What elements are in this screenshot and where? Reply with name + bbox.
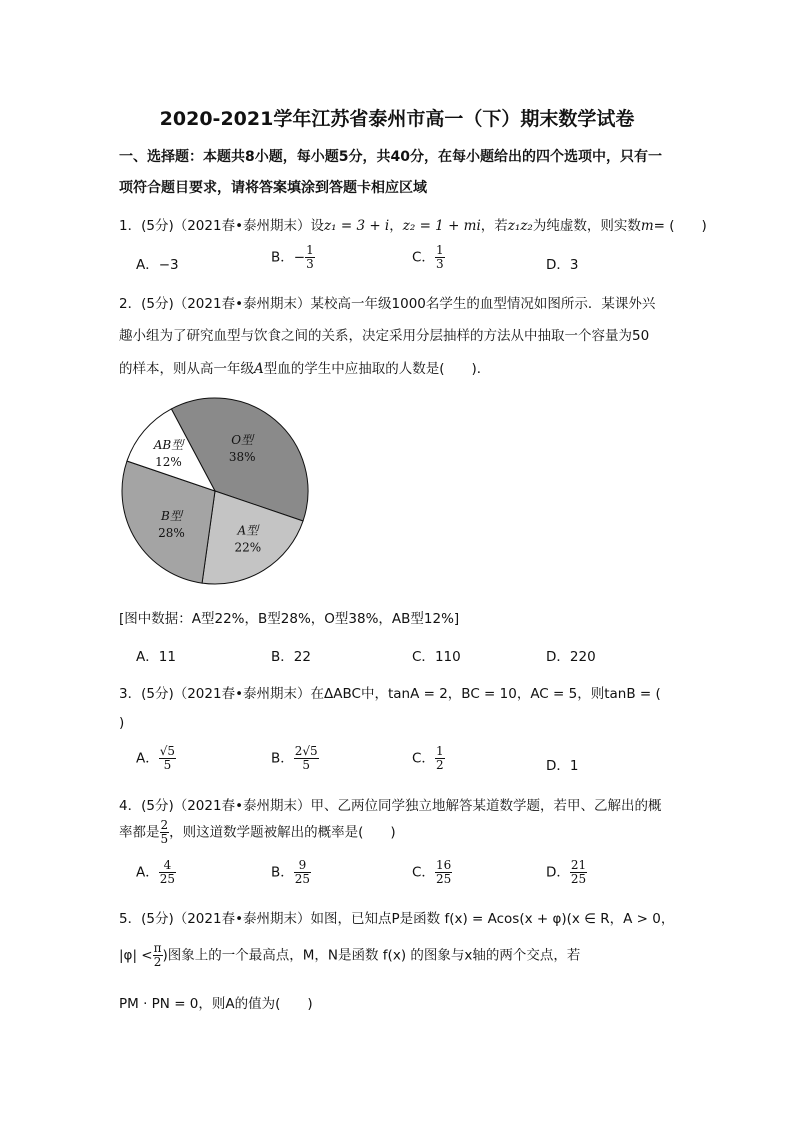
q3-option-d[interactable] — [546, 754, 579, 774]
option-value: 110 — [434, 649, 461, 665]
option-fraction — [294, 745, 319, 772]
option-label: C． — [412, 864, 435, 881]
fraction-numerator: 16 — [435, 858, 452, 872]
question-5-line2 — [119, 942, 580, 969]
q1-end: = ( ) — [653, 218, 707, 234]
fraction-denominator: 3 — [435, 257, 444, 271]
q4-fraction — [160, 819, 170, 846]
q3-option-b[interactable] — [271, 745, 319, 772]
option-value: 1 — [569, 758, 579, 774]
q1-option-b[interactable] — [271, 244, 315, 271]
section-heading-line1: 一、选择题：本题共8小题，每小题5分，共40分，在每小题给出的四个选项中，只有一 — [119, 149, 662, 165]
q1-m: m — [640, 218, 654, 234]
option-fraction — [435, 859, 452, 886]
q4-line2-a: 率都是 — [119, 824, 160, 841]
fraction-denominator: 25 — [570, 872, 587, 886]
fraction-numerator: 1 — [435, 243, 444, 257]
option-label: B． — [271, 649, 294, 665]
option-label: C． — [412, 649, 435, 665]
fraction-numerator: 9 — [294, 859, 311, 873]
option-fraction — [435, 745, 445, 772]
q1-sep: ， — [389, 218, 403, 234]
q2-option-b[interactable] — [271, 645, 311, 665]
q1-suffix: 为纯虚数，则实数 — [532, 218, 641, 234]
fraction-denominator: 25 — [294, 872, 311, 886]
fraction-denominator: 5 — [160, 832, 169, 846]
q2-line3-A: A — [254, 361, 264, 377]
option-label: A． — [136, 649, 159, 665]
option-label: A． — [136, 750, 159, 767]
q2-line3-b: 型血的学生中应抽取的人数是( )． — [263, 361, 491, 377]
q5-fraction — [153, 942, 163, 969]
option-fraction — [159, 859, 176, 886]
option-label: D． — [546, 758, 570, 774]
option-label: D． — [546, 649, 570, 665]
q2-option-a[interactable] — [136, 645, 176, 665]
fraction-numerator: π — [153, 941, 162, 955]
option-label: A． — [136, 864, 159, 881]
question-5-line3: PM · PN = 0，则A的值为( ) — [119, 996, 313, 1012]
question-4-line1: 4．(5分)（2021春•泰州期末）甲、乙两位同学独立地解答某道数学题，若甲、乙解出的概 — [119, 798, 662, 814]
option-label: A． — [136, 257, 159, 273]
fraction-denominator: 2 — [435, 758, 444, 772]
option-fraction — [435, 244, 445, 271]
option-label: B． — [271, 864, 294, 881]
section-heading-line2: 项符合题目要求，请将答案填涂到答题卡相应区域 — [119, 180, 427, 196]
exam-title: 2020-2021学年江苏省泰州市高一（下）期末数学试卷 — [159, 108, 635, 130]
question-2-line2: 趣小组为了研究血型与饮食之间的关系，决定采用分层抽样的方法从中抽取一个容量为50 — [119, 328, 650, 344]
pie-slice-label: O型 — [231, 433, 254, 448]
option-sign: − — [293, 249, 306, 266]
fraction-denominator: 25 — [435, 872, 452, 886]
blood-type-pie-chart — [118, 392, 324, 592]
q1-z2: z₂ = 1 + mi — [402, 218, 481, 234]
option-fraction — [570, 859, 587, 886]
option-fraction — [305, 244, 315, 271]
question-4-line2 — [119, 819, 396, 846]
option-label: D． — [546, 864, 570, 881]
option-value: 220 — [569, 649, 596, 665]
question-1 — [119, 214, 707, 234]
option-label: C． — [412, 249, 435, 266]
q4-option-a[interactable] — [136, 859, 176, 886]
q3-option-a[interactable] — [136, 745, 176, 772]
option-value: 11 — [158, 649, 176, 665]
option-fraction — [159, 745, 176, 772]
question-2-line1: 2．(5分)（2021春•泰州期末）某校高一年级1000名学生的血型情况如图所示．某课外兴 — [119, 296, 656, 312]
q1-option-c[interactable] — [412, 244, 445, 271]
q2-option-c[interactable] — [412, 645, 461, 665]
pie-slice-label: AB型 — [153, 437, 184, 452]
pie-slice-percent: 22% — [234, 540, 262, 555]
q1-prefix: 1．(5分)（2021春•泰州期末）设 — [119, 218, 325, 234]
q1-option-a[interactable] — [136, 253, 179, 273]
fraction-numerator: 21 — [570, 858, 587, 872]
q5-line2-b: )图象上的一个最高点，M，N是函数 f(x) 的图象与x轴的两个交点，若 — [162, 947, 581, 964]
question-2-line3 — [119, 357, 490, 377]
pie-slice-label: A型 — [237, 523, 259, 538]
pie-slice-percent: 38% — [228, 450, 256, 465]
pie-slice-percent: 12% — [155, 454, 182, 469]
fraction-denominator: 5 — [302, 758, 311, 772]
q5-line2-a: |φ| < — [119, 947, 153, 964]
q1-z1: z₁ = 3 + i — [324, 218, 390, 234]
figure-data-note: [图中数据：A型22%，B型28%，O型38%，AB型12%] — [119, 611, 460, 627]
pie-slice-percent: 28% — [158, 525, 185, 540]
q4-option-b[interactable] — [271, 859, 311, 886]
option-label: D． — [546, 257, 570, 273]
question-3-line1: 3．(5分)（2021春•泰州期末）在ΔABC中，tanA = 2，BC = 10，AC = 5，则tanB = ( — [119, 686, 661, 702]
option-label: B． — [271, 750, 294, 767]
q3-option-c[interactable] — [412, 745, 445, 772]
option-value: −3 — [158, 257, 179, 273]
fraction-numerator: 4 — [159, 859, 176, 873]
fraction-denominator: 3 — [306, 257, 314, 271]
q2-option-d[interactable] — [546, 645, 596, 665]
option-fraction — [294, 859, 311, 886]
fraction-denominator: 2 — [153, 955, 162, 969]
question-3-line2: ) — [119, 715, 125, 731]
q4-option-d[interactable] — [546, 859, 587, 886]
fraction-numerator: 1 — [306, 243, 314, 257]
q1-mid: ，若 — [480, 218, 508, 234]
pie-slice-label: B型 — [161, 508, 182, 523]
fraction-numerator: 2√5 — [294, 744, 318, 758]
q4-option-c[interactable] — [412, 859, 452, 886]
option-value: 22 — [293, 649, 311, 665]
fraction-numerator: 2 — [160, 818, 169, 832]
option-label: C． — [412, 750, 435, 767]
option-value: 3 — [569, 257, 579, 273]
fraction-numerator: √5 — [159, 744, 176, 758]
q2-line3-a: 的样本，则从高一年级 — [119, 361, 254, 377]
q1-option-d[interactable] — [546, 253, 579, 273]
option-label: B． — [271, 249, 294, 266]
q1-z1z2: z₁z₂ — [507, 218, 533, 234]
q4-line2-b: ，则这道数学题被解出的概率是( ) — [169, 824, 396, 841]
question-5-line1: 5．(5分)（2021春•泰州期末）如图，已知点P是函数 f(x) = Acos(x + φ)(x ∈ R，A > 0， — [119, 911, 675, 927]
fraction-numerator: 1 — [435, 744, 444, 758]
fraction-denominator: 25 — [159, 872, 176, 886]
fraction-denominator: 5 — [163, 758, 172, 772]
